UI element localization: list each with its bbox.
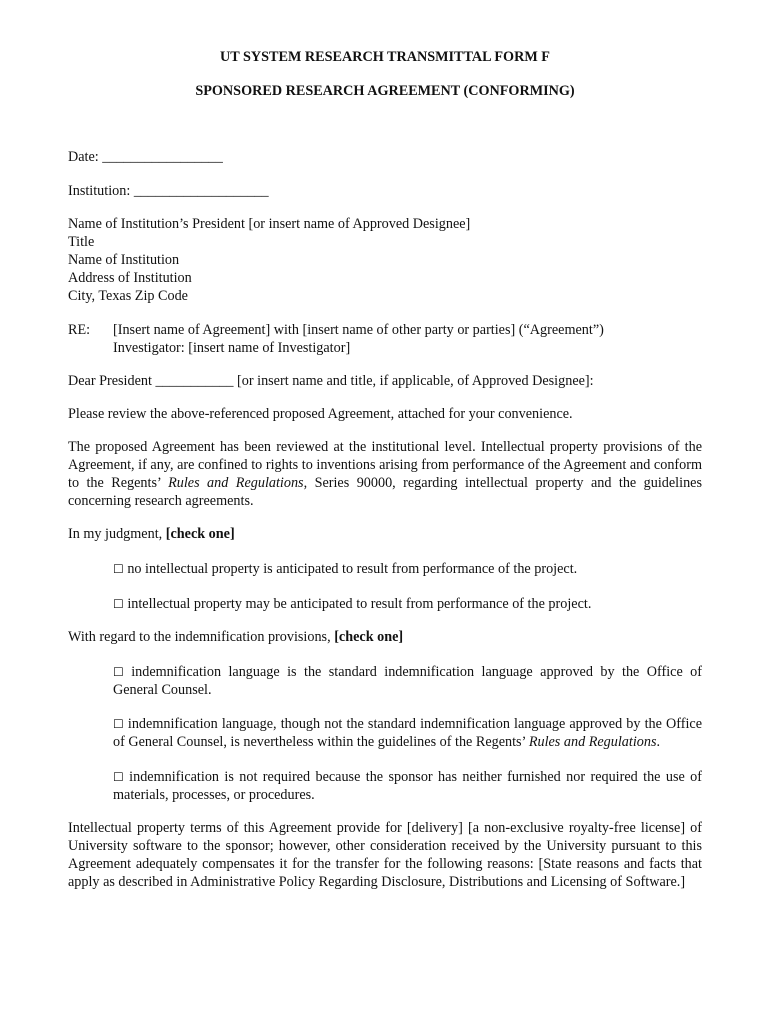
ip-option-none xyxy=(113,560,702,578)
address-line: Name of Institution xyxy=(68,252,180,268)
ip-terms-paragraph: Intellectual property terms of this Agreement provide for [delivery] [a non-exclusive royalty-free license] of University software to the sponsor; however, other consideration received by the University pursuant to this Agreement adequately compensates it for the transfer for the following reasons: [State reasons and facts that apply as described in Administrative Policy Regarding Disclosure, Distributions and Licensing of Software.] xyxy=(68,820,702,890)
rules-regulations-italic: Rules and Regulations xyxy=(528,734,657,750)
address-line: City, Texas Zip Code xyxy=(68,288,188,304)
re-investigator-line: Investigator: [insert name of Investigator] xyxy=(113,340,351,356)
checkbox-icon[interactable]: ☐ xyxy=(113,717,124,731)
form-page xyxy=(68,48,702,891)
address-line: Title xyxy=(68,234,95,250)
indemnification-text: With regard to the indemnification provisions, xyxy=(68,629,335,645)
indem-option-not-required xyxy=(113,768,702,804)
re-body xyxy=(113,321,604,357)
indem-option-label: indemnification language, though not the standard indemnification language approved by the Office of General Counsel, is nevertheless within the guidelines of the Regents’ xyxy=(113,716,703,750)
ip-option-label: no intellectual property is anticipated to result from performance of the project. xyxy=(127,561,578,577)
indem-option-standard xyxy=(113,663,702,699)
institution-line: Institution: ___________________ xyxy=(68,183,269,199)
address-line: Name of Institution’s President [or insert name of Approved Designee] xyxy=(68,216,471,232)
re-agreement-line: [Insert name of Agreement] with [insert name of other party or parties] (“Agreement”) xyxy=(113,322,604,338)
indemnification-prompt xyxy=(68,628,702,646)
check-one-label: [check one] xyxy=(165,526,235,542)
rules-regulations-italic: Rules and Regulations xyxy=(168,475,304,491)
ip-option-label: intellectual property may be anticipated to result from performance of the project. xyxy=(127,596,592,612)
salutation: Dear President ___________ [or insert name and title, if applicable, of Approved Designee]: xyxy=(68,373,594,389)
indem-option-label-end: . xyxy=(656,734,661,750)
judgment-text: In my judgment, xyxy=(68,526,166,542)
review-paragraph: Please review the above-referenced proposed Agreement, attached for your convenience. xyxy=(68,406,573,422)
checkbox-icon[interactable]: ☐ xyxy=(113,665,124,679)
re-block xyxy=(68,321,702,357)
form-subtitle: SPONSORED RESEARCH AGREEMENT (CONFORMING) xyxy=(195,83,575,99)
re-label: RE: xyxy=(68,322,91,338)
form-title: UT SYSTEM RESEARCH TRANSMITTAL FORM F xyxy=(220,49,550,65)
indem-option-within-guidelines xyxy=(113,715,702,751)
ip-option-anticipated xyxy=(113,595,702,613)
checkbox-icon[interactable]: ☐ xyxy=(113,770,124,784)
date-line: Date: _________________ xyxy=(68,149,223,165)
checkbox-icon[interactable]: ☐ xyxy=(113,597,124,611)
address-line: Address of Institution xyxy=(68,270,192,286)
address-block xyxy=(68,215,702,305)
indem-option-label: indemnification language is the standard indemnification language approved by the Office of General Counsel. xyxy=(113,664,702,698)
indem-option-label: indemnification is not required because the sponsor has neither furnished nor required the use of materials, processes, or procedures. xyxy=(113,769,703,803)
judgment-prompt xyxy=(68,525,702,543)
proposed-text-end: , Series 90000, regarding intellectual property and the guidelines concerning research agreements. xyxy=(68,475,702,509)
check-one-label: [check one] xyxy=(334,629,404,645)
proposed-agreement-paragraph xyxy=(68,438,702,510)
checkbox-icon[interactable]: ☐ xyxy=(113,562,124,576)
proposed-text: The proposed Agreement has been reviewed at the institutional level. Intellectual property provisions of the Agreement, if any, are confined to rights to inventions arising from performance of the Agreement and conform to the Regents’ xyxy=(68,439,702,491)
